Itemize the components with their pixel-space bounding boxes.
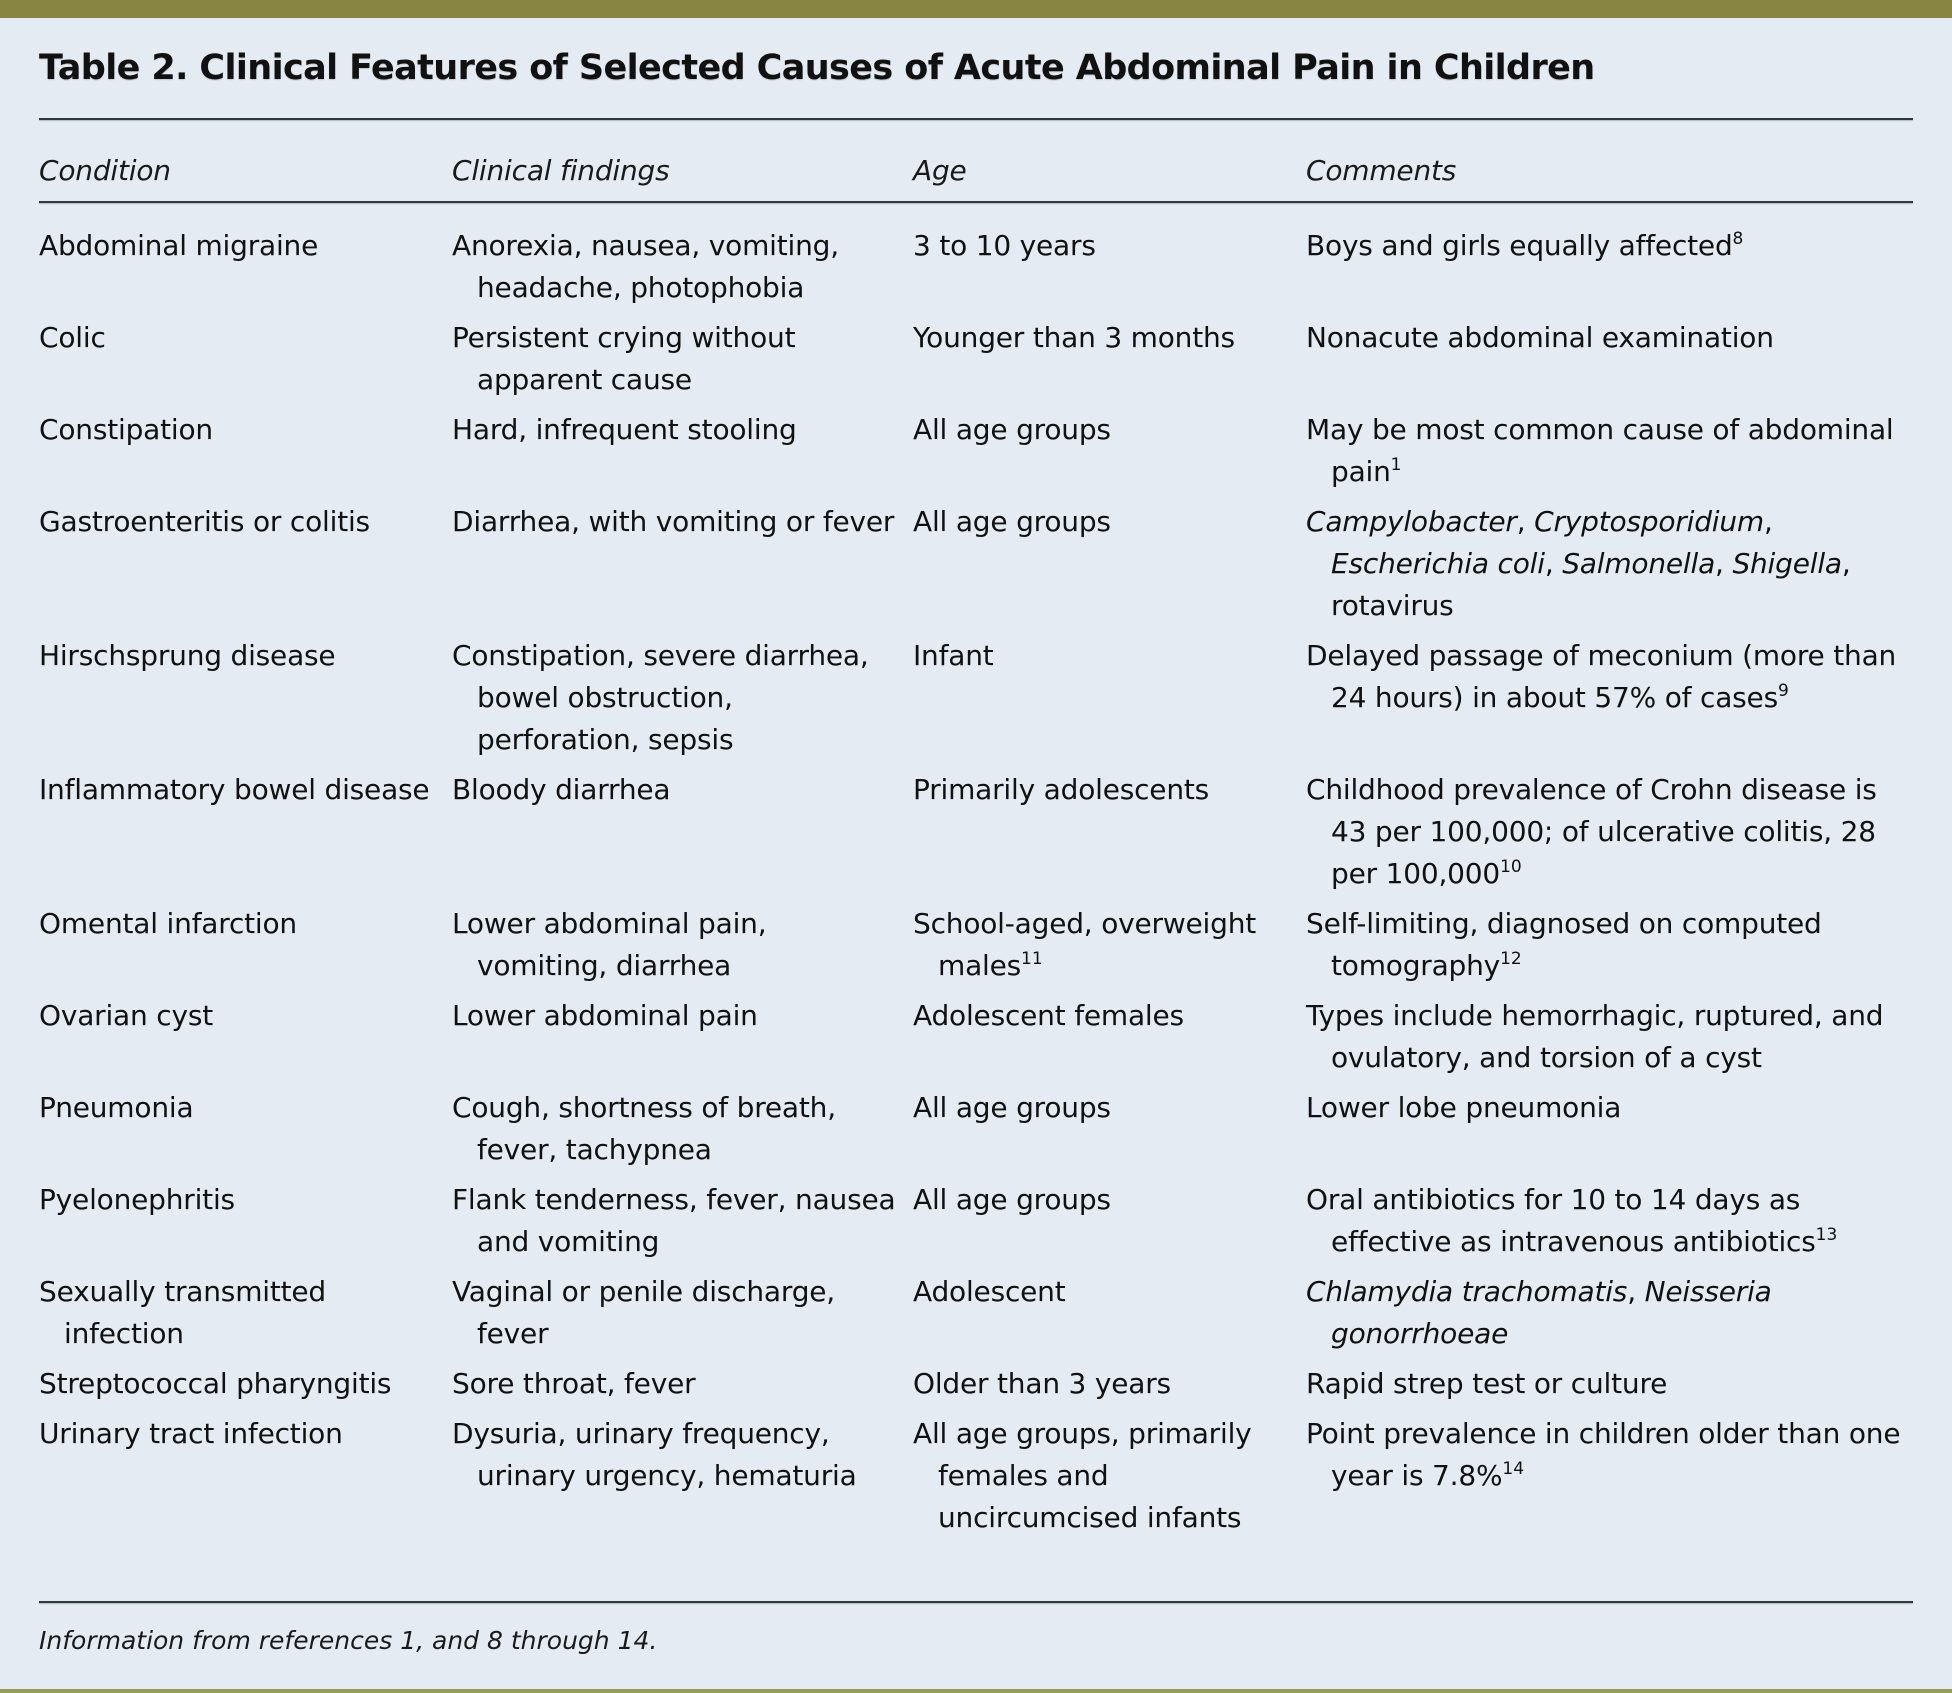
clinical-features-table [39, 150, 1913, 1534]
cell-condition [39, 1413, 452, 1539]
findings-text: Sore throat, fever [452, 1367, 696, 1400]
cell-clinical-findings [452, 409, 913, 493]
age-text: All age groups [913, 505, 1111, 538]
cell-clinical-findings [452, 317, 913, 401]
cell-age [913, 409, 1306, 493]
cell-comments [1306, 769, 1913, 895]
cell-clinical-findings [452, 1087, 913, 1171]
cell-comments [1306, 501, 1913, 627]
reference-superscript: 1 [1390, 455, 1402, 475]
findings-text: Anorexia, nausea, vomiting, headache, photophobia [452, 229, 839, 304]
comment-text: , [1763, 505, 1773, 538]
cell-comments [1306, 409, 1913, 493]
comment-text: , [1544, 547, 1563, 580]
cell-comments [1306, 903, 1913, 987]
table-row [39, 769, 1913, 903]
organism-name: Chlamydia trachomatis [1306, 1275, 1628, 1308]
table-row [39, 1179, 1913, 1271]
top-accent-bar [0, 0, 1952, 18]
condition-text: Omental infarction [39, 907, 297, 940]
cell-comments [1306, 1271, 1913, 1355]
condition-text: Abdominal migraine [39, 229, 319, 262]
cell-clinical-findings [452, 903, 913, 987]
cell-condition [39, 995, 452, 1079]
header-rule [39, 201, 1913, 203]
findings-text: Diarrhea, with vomiting or fever [452, 505, 895, 538]
age-text: All age groups [913, 413, 1111, 446]
reference-superscript: 10 [1500, 857, 1522, 877]
condition-text: Ovarian cyst [39, 999, 213, 1032]
age-text: Adolescent females [913, 999, 1184, 1032]
cell-age [913, 635, 1306, 761]
cell-clinical-findings [452, 995, 913, 1079]
comment-text: Types include hemorrhagic, ruptured, and ovulatory, and torsion of a cyst [1306, 999, 1884, 1074]
cell-condition [39, 317, 452, 401]
cell-condition [39, 1179, 452, 1263]
comment-text: Self-limiting, diagnosed on computed tomography [1306, 907, 1822, 982]
top-rule [39, 118, 1913, 120]
cell-condition [39, 409, 452, 493]
comment-text: Lower lobe pneumonia [1306, 1091, 1622, 1124]
comment-text: Nonacute abdominal examination [1306, 321, 1774, 354]
cell-condition [39, 501, 452, 627]
condition-text: Urinary tract infection [39, 1417, 343, 1450]
findings-text: Lower abdominal pain, vomiting, diarrhea [452, 907, 767, 982]
organism-name: Neisseria gonorrhoeae [1331, 1275, 1772, 1350]
condition-text: Gastroenteritis or colitis [39, 505, 370, 538]
cell-condition [39, 903, 452, 987]
comment-text: Childhood prevalence of Crohn disease is 43 per 100,000; of ulcerative colitis, 28 per 100,000 [1306, 773, 1877, 890]
cell-comments [1306, 225, 1913, 309]
cell-condition [39, 769, 452, 895]
comment-text: , [1715, 547, 1733, 580]
age-text: Older than 3 years [913, 1367, 1171, 1400]
organism-name: Escherichia coli [1331, 547, 1545, 580]
findings-text: Flank tenderness, fever, nausea and vomiting [452, 1183, 896, 1258]
table-row [39, 317, 1913, 409]
table-header-row [39, 150, 1913, 202]
cell-clinical-findings [452, 635, 913, 761]
comment-text: , [1516, 505, 1535, 538]
table-row [39, 1413, 1913, 1547]
organism-name: Shigella [1732, 547, 1842, 580]
column-header-age: Age [913, 154, 967, 187]
organism-name: Cryptosporidium [1534, 505, 1764, 538]
cell-condition [39, 225, 452, 309]
table-row [39, 409, 1913, 501]
table-row [39, 635, 1913, 769]
comment-text: Oral antibiotics for 10 to 14 days as effective as intravenous antibiotics [1306, 1183, 1816, 1258]
findings-text: Cough, shortness of breath, fever, tachypnea [452, 1091, 836, 1166]
column-header-condition: Condition [39, 154, 171, 187]
findings-text: Dysuria, urinary frequency, urinary urgency, hematuria [452, 1417, 857, 1492]
column-header-clinical-findings: Clinical findings [452, 154, 670, 187]
age-text: All age groups, primarily females and uncircumcised infants [913, 1417, 1252, 1534]
cell-clinical-findings [452, 501, 913, 627]
cell-comments [1306, 995, 1913, 1079]
cell-condition [39, 1087, 452, 1171]
comment-text: , rotavirus [1331, 547, 1851, 622]
comment-text: May be most common cause of abdominal pain [1306, 413, 1894, 488]
age-text: All age groups [913, 1183, 1111, 1216]
cell-clinical-findings [452, 1179, 913, 1263]
cell-age [913, 995, 1306, 1079]
findings-text: Bloody diarrhea [452, 773, 671, 806]
cell-age [913, 1179, 1306, 1263]
table-body [39, 225, 1913, 1547]
cell-condition [39, 1363, 452, 1405]
cell-age [913, 225, 1306, 309]
condition-text: Constipation [39, 413, 213, 446]
cell-age [913, 1087, 1306, 1171]
table-title: Table 2. Clinical Features of Selected Causes of Acute Abdominal Pain in Children [39, 48, 1595, 88]
age-text: Infant [913, 639, 994, 672]
cell-age [913, 769, 1306, 895]
cell-comments [1306, 317, 1913, 401]
findings-text: Constipation, severe diarrhea, bowel obstruction, perforation, sepsis [452, 639, 869, 756]
cell-comments [1306, 1179, 1913, 1263]
bottom-accent-bar [0, 1689, 1952, 1693]
table-row [39, 1087, 1913, 1179]
condition-text: Pneumonia [39, 1091, 194, 1124]
reference-superscript: 12 [1500, 949, 1522, 969]
findings-text: Persistent crying without apparent cause [452, 321, 796, 396]
cell-comments [1306, 1413, 1913, 1539]
table-row [39, 995, 1913, 1087]
cell-age [913, 1413, 1306, 1539]
reference-superscript: 14 [1502, 1459, 1525, 1479]
organism-name: Campylobacter [1306, 505, 1517, 538]
table-row [39, 1271, 1913, 1363]
age-text: 3 to 10 years [913, 229, 1096, 262]
cell-clinical-findings [452, 1271, 913, 1355]
cell-comments [1306, 1087, 1913, 1171]
cell-age [913, 317, 1306, 401]
age-text: All age groups [913, 1091, 1111, 1124]
age-text: Younger than 3 months [913, 321, 1235, 354]
cell-age [913, 1271, 1306, 1355]
cell-comments [1306, 635, 1913, 761]
cell-condition [39, 635, 452, 761]
cell-clinical-findings [452, 225, 913, 309]
table-row [39, 1363, 1913, 1413]
comment-text: , [1627, 1275, 1645, 1308]
condition-text: Inflammatory bowel disease [39, 773, 430, 806]
cell-age [913, 903, 1306, 987]
comment-text: Delayed passage of meconium (more than 24 hours) in about 57% of cases [1306, 639, 1897, 714]
reference-superscript: 13 [1815, 1225, 1838, 1245]
comment-text: Point prevalence in children older than one year is 7.8% [1306, 1417, 1901, 1492]
age-text: Primarily adolescents [913, 773, 1210, 806]
reference-superscript: 9 [1777, 681, 1789, 701]
table-row [39, 225, 1913, 317]
findings-text: Lower abdominal pain [452, 999, 758, 1032]
table-footnote: Information from references 1, and 8 through 14. [39, 1626, 658, 1655]
comment-text: Rapid strep test or culture [1306, 1367, 1668, 1400]
findings-text: Hard, infrequent stooling [452, 413, 797, 446]
cell-age [913, 501, 1306, 627]
cell-comments [1306, 1363, 1913, 1405]
table-row [39, 903, 1913, 995]
condition-text: Pyelonephritis [39, 1183, 235, 1216]
cell-clinical-findings [452, 769, 913, 895]
age-text: Adolescent [913, 1275, 1066, 1308]
cell-clinical-findings [452, 1413, 913, 1539]
cell-clinical-findings [452, 1363, 913, 1405]
reference-superscript: 11 [1021, 949, 1043, 969]
comment-text: Boys and girls equally affected [1306, 229, 1733, 262]
cell-condition [39, 1271, 452, 1355]
reference-superscript: 8 [1732, 229, 1744, 249]
cell-age [913, 1363, 1306, 1405]
organism-name: Salmonella [1562, 547, 1716, 580]
age-text: School-aged, overweight males [913, 907, 1257, 982]
column-header-comments: Comments [1306, 154, 1457, 187]
findings-text: Vaginal or penile discharge, fever [452, 1275, 836, 1350]
condition-text: Streptococcal pharyngitis [39, 1367, 392, 1400]
table-row [39, 501, 1913, 635]
condition-text: Sexually transmitted infection [39, 1275, 327, 1350]
condition-text: Hirschsprung disease [39, 639, 336, 672]
bottom-rule [39, 1601, 1913, 1603]
condition-text: Colic [39, 321, 106, 354]
